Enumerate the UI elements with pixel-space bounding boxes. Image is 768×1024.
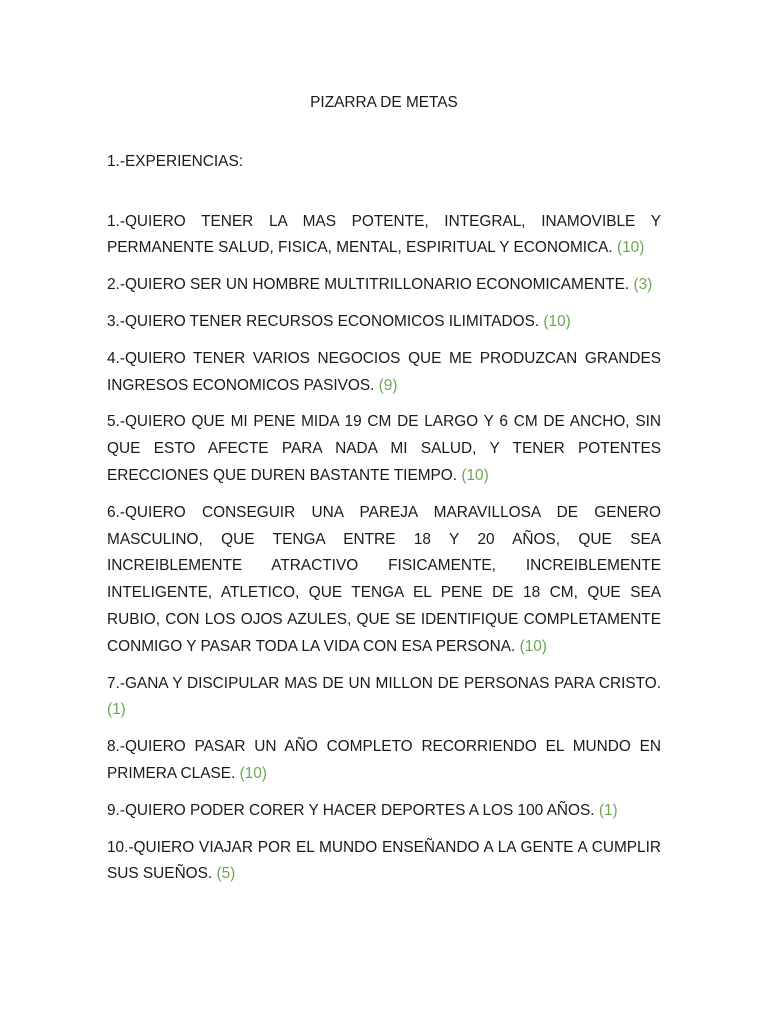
goal-item [107, 346, 661, 400]
goal-text: 1.-QUIERO TENER LA MAS POTENTE, INTEGRAL, INAMOVIBLE Y PERMANENTE SALUD, FISICA, MENTAL, ESPIRITUAL Y ECONOMICA. [107, 212, 661, 257]
goal-score: (10) [461, 466, 489, 484]
document-page [107, 90, 661, 898]
goal-list [107, 209, 661, 889]
goal-score: (3) [633, 276, 653, 294]
goal-text: 10.-QUIERO VIAJAR POR EL MUNDO ENSEÑANDO A LA GENTE A CUMPLIR SUS SUEÑOS. [107, 838, 661, 883]
goal-score: (1) [107, 701, 126, 719]
goal-score: (10) [617, 239, 645, 257]
goal-text: 8.-QUIERO PASAR UN AÑO COMPLETO RECORRIENDO EL MUNDO EN PRIMERA CLASE. [107, 738, 661, 782]
goal-text: 3.-QUIERO TENER RECURSOS ECONOMICOS ILIMITADOS. [107, 312, 540, 330]
goal-item [107, 835, 661, 889]
goal-item [107, 309, 661, 336]
goal-text: 7.-GANA Y DISCIPULAR MAS DE UN MILLON DE PERSONAS PARA CRISTO. [107, 674, 661, 692]
goal-text: 6.-QUIERO CONSEGUIR UNA PAREJA MARAVILLOSA DE GENERO MASCULINO, QUE TENGA ENTRE 18 Y 20 AÑOS, QUE SEA INCREIBLEMENTE ATRACTIVO FISICAMENTE, INCREIBLEMENTE INTELIGENTE, ATLETICO, QUE TENGA EL PENE DE 18 CM, QUE SEA RUBIO, CON LOS OJOS AZULES, QUE SE IDENTIFIQUE COMPLETAMENTE CONMIGO Y PASAR TODA LA VIDA CON ESA PERSONA. [107, 503, 661, 655]
goal-item [107, 272, 661, 299]
page-title: PIZARRA DE METAS [310, 94, 458, 111]
goal-score: (10) [519, 637, 547, 655]
goal-score: (5) [216, 865, 236, 883]
goal-score: (10) [543, 312, 571, 330]
goal-text: 9.-QUIERO PODER CORER Y HACER DEPORTES A LOS 100 AÑOS. [107, 801, 595, 819]
goal-score: (9) [378, 376, 398, 394]
goal-item [107, 798, 661, 825]
goal-item [107, 671, 661, 725]
goal-text: 5.-QUIERO QUE MI PENE MIDA 19 CM DE LARGO Y 6 CM DE ANCHO, SIN QUE ESTO AFECTE PARA NADA MI SALUD, Y TENER POTENTES ERECCIONES QUE DUREN BASTANTE TIEMPO. [107, 413, 661, 484]
goal-text: 4.-QUIERO TENER VARIOS NEGOCIOS QUE ME PRODUZCAN GRANDES INGRESOS ECONOMICOS PASIVOS. [107, 349, 661, 394]
goal-item [107, 409, 661, 489]
goal-item [107, 500, 661, 661]
goal-item [107, 209, 661, 263]
section-heading: 1.-EXPERIENCIAS: [107, 152, 243, 170]
goal-item [107, 734, 661, 788]
goal-text: 2.-QUIERO SER UN HOMBRE MULTITRILLONARIO ECONOMICAMENTE. [107, 276, 630, 294]
goal-score: (10) [239, 764, 267, 782]
goal-score: (1) [598, 801, 618, 819]
